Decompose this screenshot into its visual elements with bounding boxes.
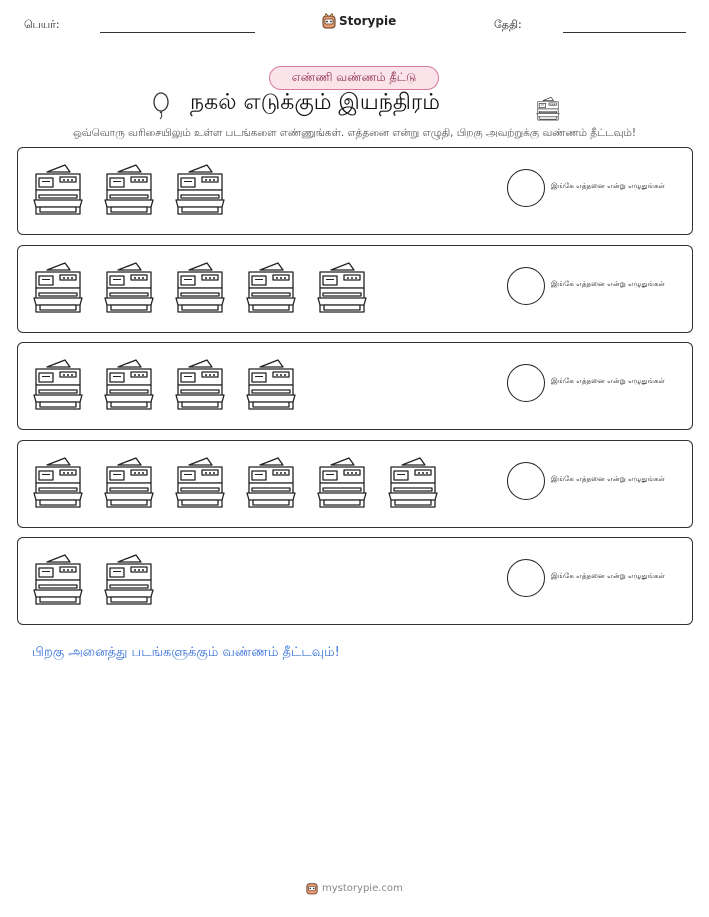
photocopier-icon[interactable] bbox=[314, 453, 370, 509]
storypie-mascot-icon bbox=[322, 13, 336, 29]
photocopier-icon[interactable] bbox=[30, 258, 86, 314]
site-url: mystorypie.com bbox=[322, 882, 403, 894]
date-label: தேதி: bbox=[494, 18, 522, 31]
photocopier-icon[interactable] bbox=[243, 258, 299, 314]
answer-circle[interactable] bbox=[507, 169, 545, 207]
photocopier-icon[interactable] bbox=[101, 453, 157, 509]
photocopier-icon[interactable] bbox=[243, 355, 299, 411]
photocopier-icon[interactable] bbox=[101, 258, 157, 314]
photocopier-icon[interactable] bbox=[101, 550, 157, 606]
counting-row bbox=[17, 147, 693, 235]
photocopier-icon[interactable] bbox=[30, 160, 86, 216]
brand-logo bbox=[322, 13, 396, 29]
category-badge: எண்ணி வண்ணம் தீட்டு bbox=[269, 66, 439, 90]
photocopier-icon[interactable] bbox=[172, 160, 228, 216]
answer-label: இங்கே எத்தனை என்று எழுதுங்கள் bbox=[551, 181, 666, 190]
balloon-icon bbox=[150, 92, 172, 120]
brand-name: Storypie bbox=[339, 14, 397, 28]
name-line[interactable] bbox=[100, 32, 255, 33]
name-label: பெயர்: bbox=[24, 18, 60, 31]
answer-circle[interactable] bbox=[507, 364, 545, 402]
photocopier-icon[interactable] bbox=[385, 453, 441, 509]
date-line[interactable] bbox=[563, 32, 686, 33]
answer-label: இங்கே எத்தனை என்று எழுதுங்கள் bbox=[551, 376, 666, 385]
answer-label: இங்கே எத்தனை என்று எழுதுங்கள் bbox=[551, 279, 666, 288]
photocopier-icon[interactable] bbox=[314, 258, 370, 314]
footer-instruction: பிறகு அனைத்து படங்களுக்கும் வண்ணம் தீட்டவும்! bbox=[32, 645, 340, 660]
answer-label: இங்கே எத்தனை என்று எழுதுங்கள் bbox=[551, 474, 666, 483]
photocopier-icon[interactable] bbox=[172, 258, 228, 314]
photocopier-icon[interactable] bbox=[172, 453, 228, 509]
photocopier-title-icon bbox=[535, 95, 561, 121]
answer-circle[interactable] bbox=[507, 559, 545, 597]
photocopier-icon[interactable] bbox=[101, 160, 157, 216]
answer-circle[interactable] bbox=[507, 267, 545, 305]
counting-row bbox=[17, 342, 693, 430]
answer-circle[interactable] bbox=[507, 462, 545, 500]
photocopier-icon[interactable] bbox=[172, 355, 228, 411]
photocopier-icon[interactable] bbox=[30, 355, 86, 411]
counting-row bbox=[17, 440, 693, 528]
photocopier-icon[interactable] bbox=[30, 453, 86, 509]
counting-row bbox=[17, 245, 693, 333]
storypie-mascot-icon bbox=[306, 881, 318, 895]
site-footer bbox=[306, 881, 403, 895]
page-title: நகல் எடுக்கும் இயந்திரம் bbox=[190, 90, 440, 115]
counting-row bbox=[17, 537, 693, 625]
answer-label: இங்கே எத்தனை என்று எழுதுங்கள் bbox=[551, 571, 666, 580]
photocopier-icon[interactable] bbox=[243, 453, 299, 509]
title-row bbox=[0, 90, 709, 122]
photocopier-icon[interactable] bbox=[101, 355, 157, 411]
photocopier-icon[interactable] bbox=[30, 550, 86, 606]
instructions: ஒவ்வொரு வரிசையிலும் உள்ள படங்களை எண்ணுங்கள். எத்தனை என்று எழுதி, பிறகு அவற்றுக்கு வண்ணம் தீட்டவும்! bbox=[72, 127, 637, 139]
